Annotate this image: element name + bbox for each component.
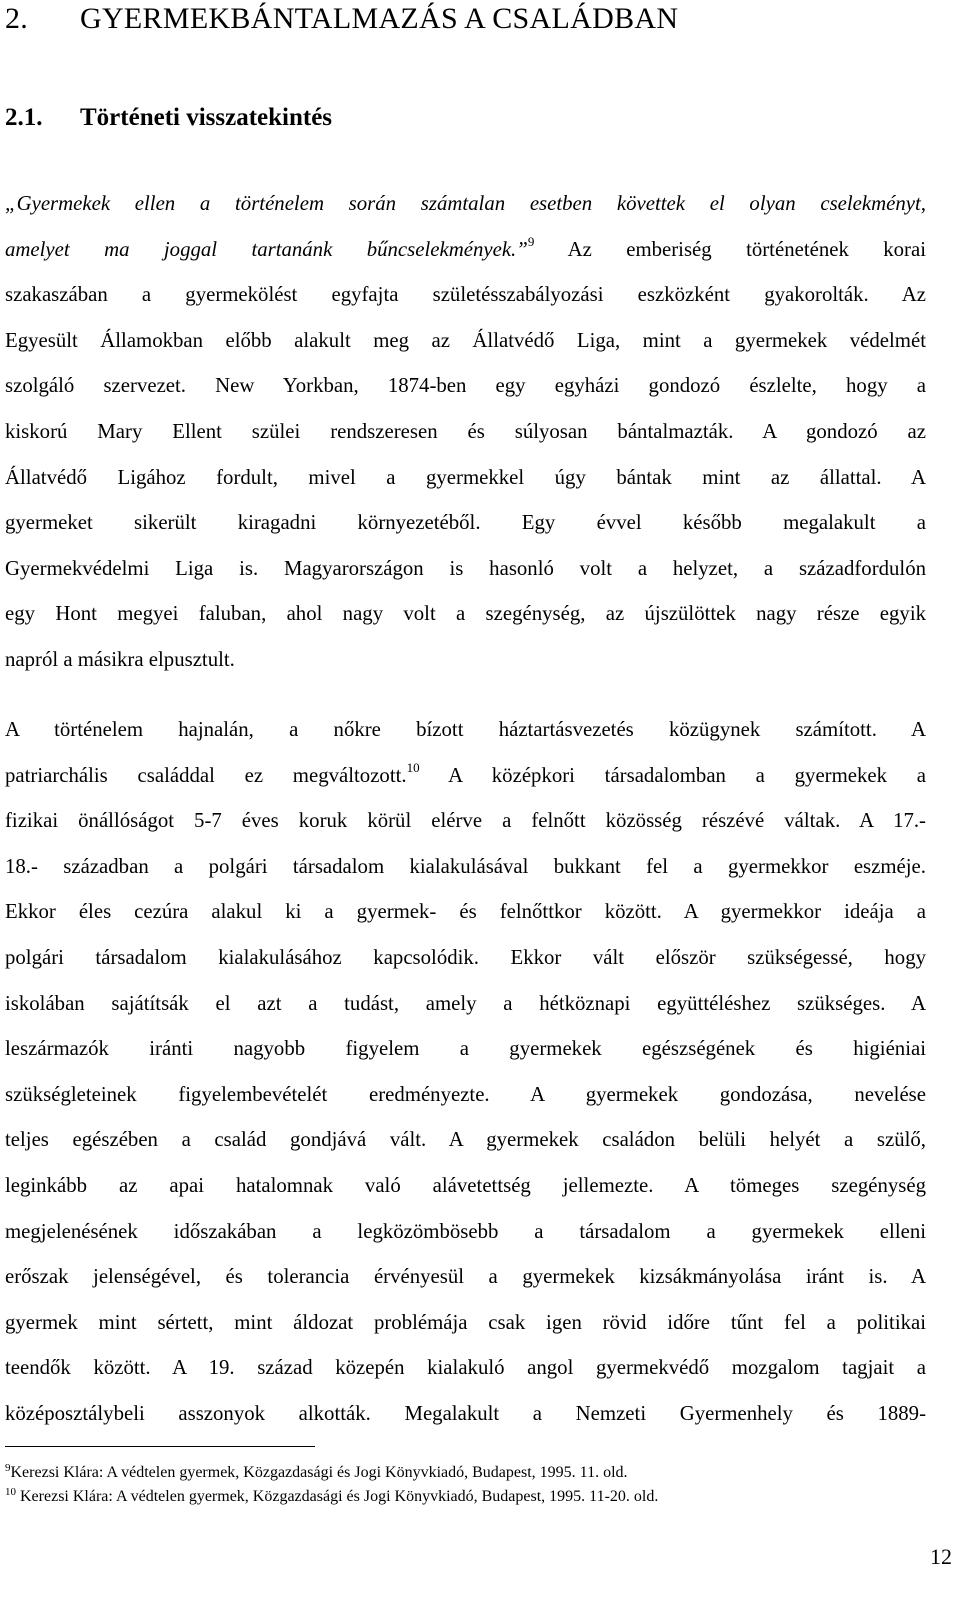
text-line: megjelenésének időszakában a legközömbösebb a társadalom a gyermekek elleni [5,1219,926,1243]
text-line: iskolában sajátítsák el azt a tudást, amely a hétköznapi együttéléshez szükséges. A [5,991,926,1015]
paragraph-history [5,181,926,683]
text-line: Egyesült Államokban előbb alakult meg az Állatvédő Liga, mint a gyermekek védelmét [5,328,926,352]
text-line [5,753,926,799]
text-line: teljes egészében a család gondjává vált. A gyermekek családon belüli helyét a szülő, [5,1128,926,1152]
text-line: kiskorú Mary Ellent szülei rendszeresen és súlyosan bántalmazták. A gondozó az [5,419,926,443]
text-line: Gyermekvédelmi Liga is. Magyarországon is hasonló volt a helyzet, a századfordulón [5,556,926,580]
chapter-title: GYERMEKBÁNTALMAZÁS A CSALÁDBAN [80,2,679,35]
text-line: fizikai önállóságot 5-7 éves koruk körül elérve a felnőtt közösség részévé váltak. A 17.- [5,809,926,833]
section-heading [5,104,332,132]
chapter-number: 2. [5,2,29,35]
footnote-mark: 10 [5,1486,16,1498]
chapter-heading [5,2,678,36]
page-number: 12 [930,1544,952,1569]
section-number: 2.1. [5,104,43,131]
footnote-text: Kerezsi Klára: A védtelen gyermek, Közgazdasági és Jogi Könyvkiadó, Budapest, 1995. 11-20. old. [16,1488,659,1505]
footnote-divider [5,1446,315,1447]
text-line: szolgáló szervezet. New Yorkban, 1874-ben egy egyházi gondozó észlelte, hogy a [5,374,926,398]
text-line: Ekkor éles cezúra alakul ki a gyermek- és felnőttkor között. A gyermekkor ideája a [5,900,926,924]
footnote-ref-9[interactable]: 9 [527,233,535,249]
footnote-9 [5,1463,628,1483]
paragraph-childhood [5,707,926,1437]
quote-end: amelyet ma joggal tartanánk bűncselekmények.” [5,237,528,261]
text-span: A középkori társadalomban a gyermekek a [419,763,926,787]
text-line: középosztálybeli asszonyok alkották. Megalakult a Nemzeti Gyermenhely és 1889- [5,1401,926,1425]
text-span: Az emberiség történetének korai [534,237,926,261]
text-line: teendők között. A 19. század közepén kialakuló angol gyermekvédő mozgalom tagjait a [5,1356,926,1380]
text-line: egy Hont megyei faluban, ahol nagy volt a szegénység, az újszülöttek nagy része egyik [5,602,926,626]
text-line: gyermek mint sértett, mint áldozat problémája csak igen rövid időre tűnt fel a politikai [5,1310,926,1334]
text-line: leginkább az apai hatalomnak való alávetettség jellemezte. A tömeges szegénység [5,1173,926,1197]
text-line: „Gyermekek ellen a történelem során számtalan esetben követtek el olyan cselekményt, [5,192,926,215]
text-line: szükségleteinek figyelembevételét eredményezte. A gyermekek gondozása, nevelése [5,1082,926,1106]
text-line: leszármazók iránti nagyobb figyelem a gyermekek egészségének és higiéniai [5,1037,926,1061]
text-line: A történelem hajnalán, a nőkre bízott háztartásvezetés közügynek számított. A [5,718,926,741]
text-line [5,227,926,273]
footnote-mark: 9 [5,1462,11,1474]
text-span: patriarchális családdal ez megváltozott. [5,763,407,787]
text-line: Állatvédő Ligához fordult, mivel a gyermekkel úgy bántak mint az állattal. A [5,465,926,489]
text-line: erőszak jelenségével, és tolerancia érvényesül a gyermekek kizsákmányolása iránt is. A [5,1265,926,1289]
text-line: szakaszában a gyermekölést egyfajta születésszabályozási eszközként gyakorolták. Az [5,283,926,307]
footnote-ref-10[interactable]: 10 [406,759,420,775]
text-line: polgári társadalom kialakulásához kapcsolódik. Ekkor vált először szükségessé, hogy [5,945,926,969]
footnote-text: Kerezsi Klára: A védtelen gyermek, Közgazdasági és Jogi Könyvkiadó, Budapest, 1995. 11. old. [10,1464,628,1481]
text-line: gyermeket sikerült kiragadni környezetéből. Egy évvel később megalakult a [5,511,926,535]
text-line: napról a másikra elpusztult. [5,647,235,671]
section-title: Történeti visszatekintés [80,104,333,131]
text-line: 18.- században a polgári társadalom kialakulásával bukkant fel a gyermekkor eszméje. [5,854,926,878]
footnote-10 [5,1487,658,1507]
